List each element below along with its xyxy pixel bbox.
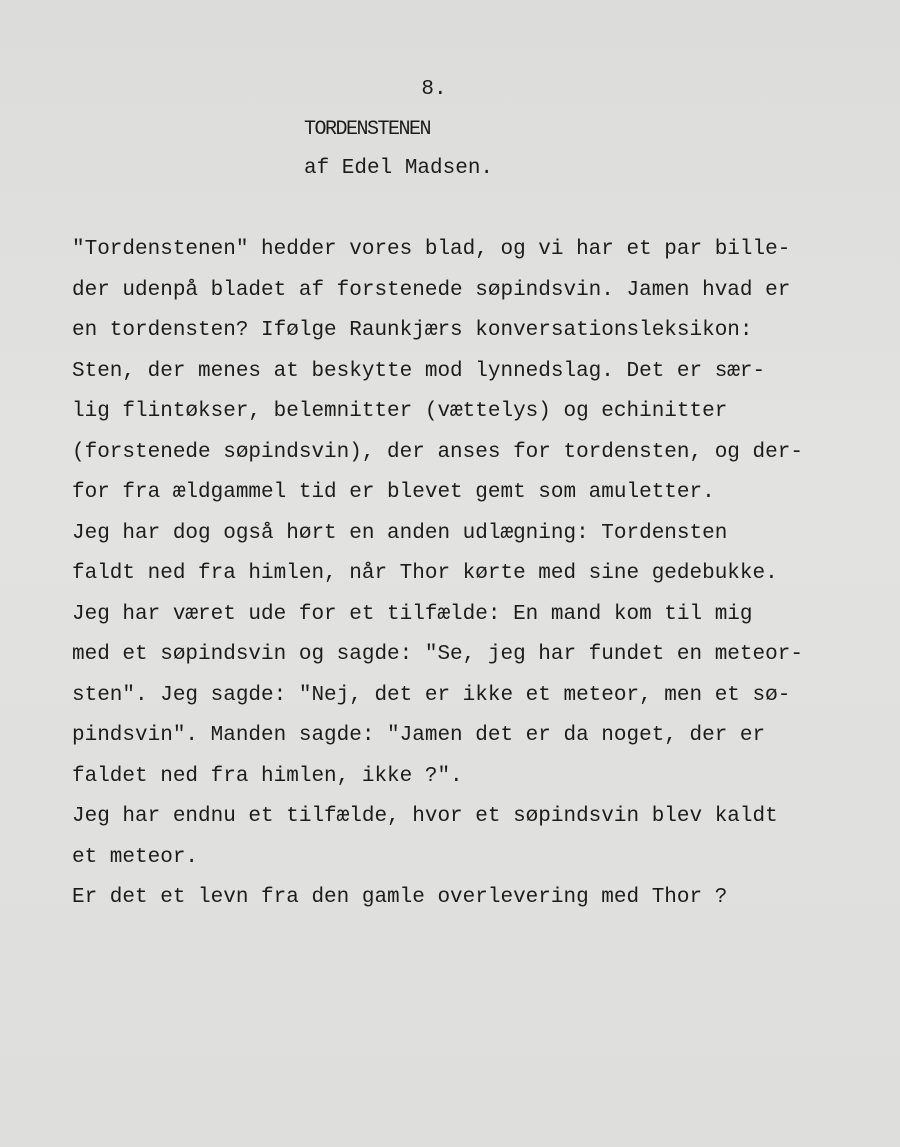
body-line: (forstenede søpindsvin), der anses for tordensten, og der- [72,440,803,464]
page-number: 8. [421,78,447,101]
body-line: et meteor. [72,845,199,869]
body-line: faldt ned fra himlen, når Thor kørte med sine gedebukke. [72,562,778,585]
article-title: TORDENSTENEN [304,118,431,141]
body-line: en tordensten? Ifølge Raunkjærs konversationsleksikon: [72,319,753,342]
body-line: pindsvin". Manden sagde: "Jamen det er da noget, der er [72,724,766,747]
article-byline: af Edel Madsen. [304,157,494,180]
body-line: Jeg har endnu et tilfælde, hvor et søpindsvin blev kaldt [72,805,778,828]
article-body [72,230,872,919]
body-line: faldet ned fra himlen, ikke ?". [72,764,463,788]
body-line: Jeg har været ude for et tilfælde: En mand kom til mig [72,602,753,626]
body-line: Sten, der menes at beskytte mod lynnedslag. Det er sær- [72,359,766,383]
body-line: lig flintøkser, belemnitter (vættelys) og echinitter [72,400,728,423]
body-line: der udenpå bladet af forstenede søpindsvin. Jamen hvad er [72,278,791,302]
body-line: sten". Jeg sagde: "Nej, det er ikke et meteor, men et sø- [72,683,791,707]
body-line: Er det et levn fra den gamle overlevering med Thor ? [72,886,728,909]
body-line: "Tordenstenen" hedder vores blad, og vi har et par bille- [72,238,791,261]
body-line: Jeg har dog også hørt en anden udlægning: Tordensten [72,521,728,545]
body-line: med et søpindsvin og sagde: "Se, jeg har fundet en meteor- [72,643,803,666]
body-line: for fra ældgammel tid er blevet gemt som amuletter. [72,481,715,504]
